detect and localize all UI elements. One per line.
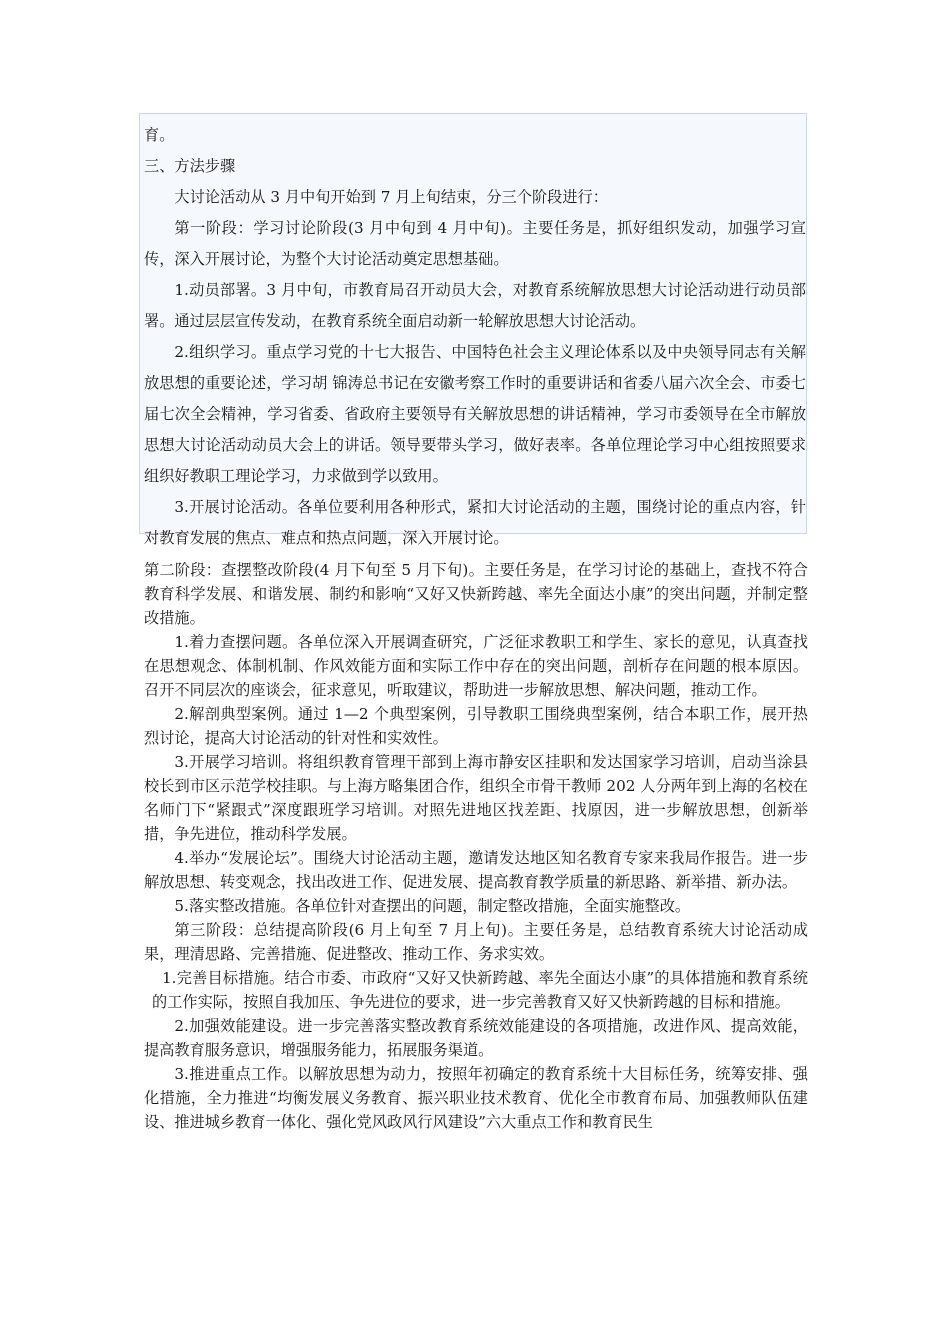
paragraph-item: 5.落实整改措施。各单位针对查摆出的问题，制定整改措施，全面实施整改。 [174,897,691,915]
paragraph-continuation: 育。 [144,126,175,144]
paragraph-item: 1.动员部署。3 月中旬，市教育局召开动员大会，对教育系统解放思想大讨论活动进行动员部署。通过层层宣传发动，在教育系统全面启动新一轮解放思想大讨论活动。 [144,281,806,330]
paragraph-stage-one: 第一阶段：学习讨论阶段(3 月中旬到 4 月中旬)。主要任务是，抓好组织发动，加强学习宣传，深入开展讨论，为整个大讨论活动奠定思想基础。 [144,219,806,268]
paragraph-item: 3.开展讨论活动。各单位要利用各种形式，紧扣大讨论活动的主题，围绕讨论的重点内容，针对教育发展的焦点、难点和热点问题，深入开展讨论。 [144,498,806,547]
paragraph-item: 2.解剖典型案例。通过 1—2 个典型案例，引导教职工围绕典型案例，结合本职工作，展开热烈讨论，提高大讨论活动的针对性和实效性。 [144,705,808,747]
highlighted-text-box [139,113,807,547]
paragraph-item: 1.着力查摆问题。各单位深入开展调查研究，广泛征求教职工和学生、家长的意见，认真查找在思想观念、体制机制、作风效能方面和实际工作中存在的突出问题，剖析存在问题的根本原因。召开不同层次的座谈会，征求意见，听取建议，帮助进一步解放思想、解决问题，推动工作。 [144,633,808,699]
paragraph-item: 1.完善目标措施。结合市委、市政府“又好又快新跨越、率先全面达小康”的具体措施和教育系统的工作实际，按照自我加压、争先进位的要求，进一步完善教育又好又快新跨越的目标和措施。 [152,969,808,1011]
paragraph-stage-three: 第三阶段：总结提高阶段(6 月上旬至 7 月上旬)。主要任务是，总结教育系统大讨论活动成果，理清思路、完善措施、促进整改、推动工作、务求实效。 [144,921,808,963]
paragraph-intro: 大讨论活动从 3 月中旬开始到 7 月上旬结束，分三个阶段进行： [174,188,608,206]
section-heading: 三、方法步骤 [144,157,236,175]
paragraph-item: 4.举办“发展论坛”。围绕大讨论活动主题，邀请发达地区知名教育专家来我局作报告。进一步解放思想、转变观念，找出改进工作、促进发展、提高教育教学质量的新思路、新举措、新办法。 [144,849,808,891]
paragraph-stage-two: 第二阶段：查摆整改阶段(4 月下旬至 5 月下旬)。主要任务是，在学习讨论的基础上，查找不符合教育科学发展、和谐发展、制约和影响“又好又快新跨越、率先全面达小康”的突出问题，并制定整改措施。 [144,561,808,627]
paragraph-item: 3.推进重点工作。以解放思想为动力，按照年初确定的教育系统十大目标任务，统筹安排、强化措施，全力推进“均衡发展义务教育、振兴职业技术教育、优化全市教育布局、加强教师队伍建设、推进城乡教育一体化、强化党风政风行风建设”六大重点工作和教育民生 [144,1065,808,1131]
body-text [144,558,808,1134]
paragraph-item: 2.加强效能建设。进一步完善落实整改教育系统效能建设的各项措施，改进作风、提高效能，提高教育服务意识，增强服务能力，拓展服务渠道。 [144,1017,808,1059]
paragraph-item: 3.开展学习培训。将组织教育管理干部到上海市静安区挂职和发达国家学习培训，启动当涂县校长到市区示范学校挂职。与上海方略集团合作，组织全市骨干教师 202 人分两年到上海的名校在名师门下“紧跟式”深度跟班学习培训。对照先进地区找差距、找原因，进一步解放思想，创新举措，争先进位，推动科学发展。 [144,753,808,843]
paragraph-item: 2.组织学习。重点学习党的十七大报告、中国特色社会主义理论体系以及中央领导同志有关解放思想的重要论述，学习胡 锦涛总书记在安徽考察工作时的重要讲话和省委八届六次全会、市委七届七次全会精神，学习省委、省政府主要领导有关解放思想的讲话精神，学习市委领导在全市解放思想大讨论活动动员大会上的讲话。领导要带头学习，做好表率。各单位理论学习中心组按照要求组织好教职工理论学习，力求做到学以致用。 [144,343,806,485]
